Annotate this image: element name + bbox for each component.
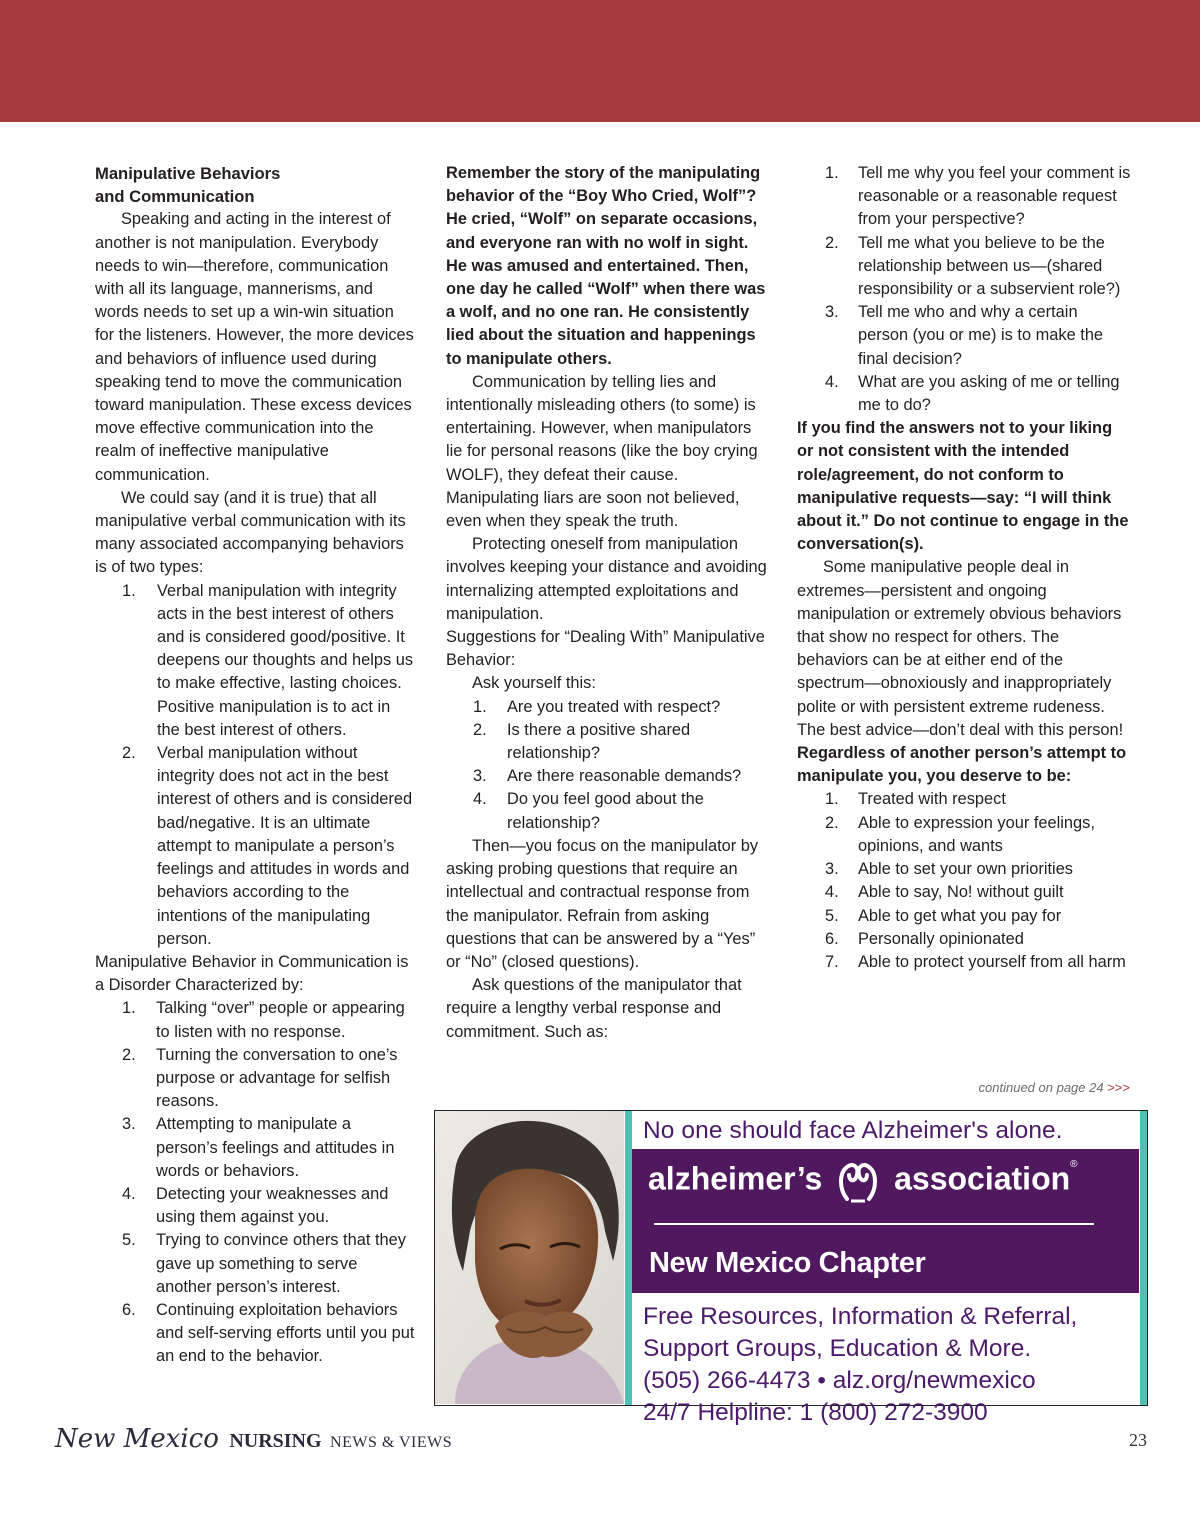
list-item <box>797 858 1132 881</box>
list-number: 7. <box>825 952 839 971</box>
list-number: 4. <box>473 790 487 809</box>
paragraph: We could say (and it is true) that all manipulative verbal communication with its many associated accompanying behaviors is of two types: <box>95 488 406 577</box>
questions-list <box>446 696 768 835</box>
advice-bold: If you find the answers not to your liking or not consistent with the intended role/agreement, do not conform to manipulative requests—say: “I will think about it.” Do not continue to engage in the conversation(s). <box>797 419 1129 554</box>
list-number: 2. <box>825 233 839 252</box>
list-item <box>797 812 1132 858</box>
list-number: 5. <box>122 1231 136 1250</box>
list-text: Turning the conversation to one’s purpose or advantage for selfish reasons. <box>156 1045 398 1111</box>
list-item <box>797 928 1132 951</box>
brand-panel <box>632 1149 1139 1293</box>
list-text: Continuing exploitation behaviors and self-serving efforts until you put an end to the behavior. <box>156 1300 415 1366</box>
list-number: 6. <box>825 929 839 948</box>
list-text: Verbal manipulation with integrity acts in the best interest of others and is considered good/positive. It deepens our thoughts and helps us to make effective, lasting choices. Positive manipulation is to act in the best interest of others. <box>157 581 414 739</box>
story-paragraph: Remember the story of the manipulating behavior of the “Boy Who Cried, Wolf”? He cried, “Wolf” on separate occasions, and everyone ran with no wolf in sight. He was amused and entertained. Then, one day he called “Wolf” when there was a wolf, and no one ran. He consistently lied about the situation and happenings to manipulate others. <box>446 164 766 368</box>
column-2 <box>446 162 768 1044</box>
list-number: 6. <box>122 1300 136 1319</box>
rights-heading: Regardless of another person’s attempt to manipulate you, you deserve to be: <box>797 744 1127 786</box>
list-number: 5. <box>825 906 839 925</box>
ask-yourself: Ask yourself this: <box>472 674 596 693</box>
list-text: Personally opinionated <box>858 929 1024 948</box>
mast-script: New Mexico <box>55 1424 219 1454</box>
list-item <box>797 371 1132 417</box>
list-text: Able to set your own priorities <box>858 860 1073 879</box>
paragraph: Speaking and acting in the interest of another is not manipulation. Everybody needs to win—therefore, communication with all its language, mannerisms, and words needs to set up a win-win situation for the listeners. However, the more devices and behaviors of influence used during speaking tend to move the communication toward manipulation. These excess devices move effective communication into the realm of ineffective manipulative communication. <box>95 210 414 484</box>
list-text: Are you treated with respect? <box>507 697 721 716</box>
page-number: 23 <box>1129 1430 1147 1450</box>
subheading: Manipulative Behavior in Communication is a Disorder Characterized by: <box>95 952 409 995</box>
list-text: Talking “over” people or appearing to listen with no response. <box>156 999 405 1041</box>
continued-arrows: >>> <box>1107 1080 1130 1095</box>
list-text: Trying to convince others that they gave up something to serve another person’s interest. <box>156 1231 406 1296</box>
heading-line-2: and Communication <box>95 187 255 207</box>
paragraph: Communication by telling lies and intentionally misleading others (to some) is entertaining. However, when manipulators lie for personal reasons (like the boy crying WOLF), they defeat their cause. Manipulating liars are soon not believed, even when they speak the truth. <box>446 372 758 531</box>
list-text: Are there reasonable demands? <box>507 767 742 786</box>
list-number: 4. <box>825 883 839 902</box>
list-text: Tell me what you believe to be the relationship between us—(shared responsibility or a subservient role?) <box>858 233 1121 299</box>
registered-mark: ® <box>1070 1159 1078 1170</box>
heading-line-1: Manipulative Behaviors <box>95 164 281 183</box>
mast-news-views: NEWS & VIEWS <box>330 1434 453 1451</box>
list-number: 3. <box>473 767 487 786</box>
list-item <box>95 997 417 1043</box>
list-item <box>797 301 1132 371</box>
list-text: Able to expression your feelings, opinions, and wants <box>858 813 1095 855</box>
list-text: Tell me why you feel your comment is reasonable or a reasonable request from your perspective? <box>858 164 1131 229</box>
list-text: What are you asking of me or telling me to do? <box>858 372 1120 415</box>
brand-logo <box>648 1159 1078 1203</box>
ad-tagline: No one should face Alzheimer's alone. <box>643 1117 1063 1144</box>
rights-list <box>797 788 1132 974</box>
list-item <box>446 765 768 788</box>
ad-line-2: Support Groups, Education & More. <box>643 1335 1032 1362</box>
mast-nursing: NURSING <box>229 1430 322 1452</box>
continued-text: continued on page 24 <box>978 1080 1104 1095</box>
ad-phone[interactable]: (505) 266-4473 <box>643 1367 811 1394</box>
list-item <box>797 232 1132 302</box>
chapter-name: New Mexico Chapter <box>649 1247 926 1279</box>
teal-bar-left <box>625 1111 632 1405</box>
ad-helpline[interactable]: 24/7 Helpline: 1 (800) 272-3900 <box>643 1399 988 1426</box>
ad-line-1: Free Resources, Information & Referral, <box>643 1303 1078 1330</box>
list-number: 1. <box>825 790 839 809</box>
list-number: 4. <box>825 372 839 391</box>
list-item <box>95 742 417 951</box>
probes-list <box>797 162 1132 417</box>
list-text: Verbal manipulation without integrity does not act in the best interest of others and is considered bad/negative. It is an ultimate attempt to manipulate a person’s feelings and attitudes in words and behaviors according to the intentions of the manipulating person. <box>157 744 413 948</box>
ad-details <box>643 1301 1077 1429</box>
paragraph: Some manipulative people deal in extremes—persistent and ongoing manipulation or extremely obvious behaviors that show no respect for others. The behaviors can be at either end of the spectrum—obnoxiously and inappropriately polite or with persistent extreme rudeness. The best advice—don’t deal with this person! <box>797 558 1124 739</box>
publication-masthead <box>55 1424 452 1454</box>
subheading: Suggestions for “Dealing With” Manipulative Behavior: <box>446 628 765 670</box>
list-number: 3. <box>825 303 839 322</box>
column-1 <box>95 162 417 1369</box>
list-text: Able to get what you pay for <box>858 906 1062 925</box>
list-item <box>446 719 768 765</box>
list-item <box>797 951 1132 974</box>
list-number: 3. <box>122 1115 136 1134</box>
ad-url-link[interactable]: alz.org/newmexico <box>832 1367 1036 1394</box>
column-3 <box>797 162 1132 974</box>
teal-bar-right <box>1140 1111 1147 1405</box>
bullet-separator: • <box>817 1367 826 1394</box>
list-text: Treated with respect <box>858 790 1006 809</box>
ad-contact-line <box>643 1365 1077 1397</box>
types-list <box>95 580 417 951</box>
list-number: 4. <box>122 1184 136 1203</box>
brand-left: alzheimer’s <box>648 1160 823 1197</box>
list-text: Tell me who and why a certain person (you or me) is to make the final decision? <box>858 303 1104 368</box>
divider <box>654 1223 1094 1225</box>
list-number: 3. <box>825 860 839 879</box>
list-item <box>797 881 1132 904</box>
list-item <box>95 1229 417 1299</box>
brand-right: association <box>894 1160 1071 1197</box>
woman-photo <box>435 1111 624 1404</box>
list-text: Is there a positive shared relationship? <box>507 720 691 763</box>
paragraph: Then—you focus on the manipulator by asking probing questions that require an intellectual and contractual response from the manipulator. Refrain from asking questions that can be answered by a “Yes” or “No” (closed questions). <box>446 836 759 971</box>
alzheimers-ad[interactable] <box>434 1110 1148 1426</box>
list-text: Attempting to manipulate a person’s feelings and attitudes in words or behaviors. <box>156 1115 395 1180</box>
list-number: 1. <box>122 999 136 1018</box>
list-item <box>797 788 1132 811</box>
list-item <box>446 788 768 834</box>
list-number: 1. <box>473 697 487 716</box>
list-item <box>95 1113 417 1183</box>
list-text: Able to protect yourself from all harm <box>858 952 1126 971</box>
list-number: 1. <box>825 164 839 182</box>
list-item <box>797 162 1132 232</box>
list-item <box>797 905 1132 928</box>
list-item <box>446 696 768 719</box>
paragraph: Ask questions of the manipulator that require a lengthy verbal response and commitment. Such as: <box>446 976 742 1041</box>
list-number: 2. <box>122 744 136 763</box>
list-item <box>95 1044 417 1114</box>
list-number: 1. <box>122 581 136 600</box>
paragraph: Protecting oneself from manipulation involves keeping your distance and avoiding internalizing attempted exploitations and manipulation. <box>446 535 767 623</box>
alz-logo-icon <box>837 1159 879 1203</box>
list-number: 2. <box>825 813 839 832</box>
list-number: 2. <box>473 720 487 739</box>
list-item <box>95 1299 417 1369</box>
continued-link[interactable] <box>979 1080 1130 1095</box>
disorder-list <box>95 997 417 1368</box>
list-text: Detecting your weaknesses and using them against you. <box>156 1184 389 1227</box>
list-item <box>95 1183 417 1229</box>
list-text: Able to say, No! without guilt <box>858 883 1064 902</box>
section-heading <box>95 162 417 208</box>
list-item <box>95 580 417 742</box>
list-number: 2. <box>122 1045 136 1064</box>
header-band <box>0 0 1200 122</box>
list-text: Do you feel good about the relationship? <box>507 790 704 832</box>
